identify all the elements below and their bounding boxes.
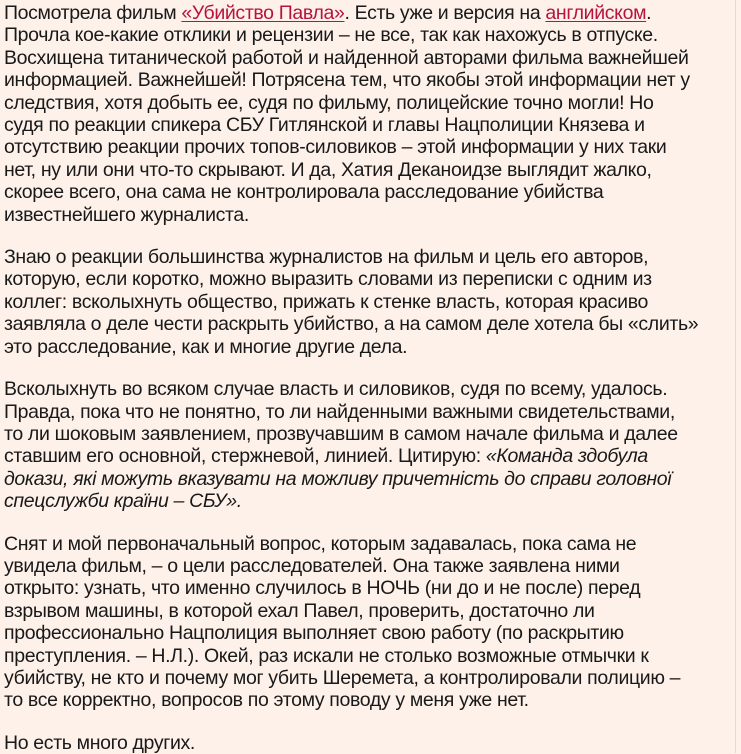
- paragraph-2: [4, 246, 735, 358]
- text-line: судя по реакции спикера СБУ Гитлянской и главы Нацполиции Князева и: [4, 114, 645, 137]
- text-line: скорее всего, она сама не контролировала расследование убийства: [4, 181, 604, 204]
- text-line: нет, ну или они что-то скрывают. И да, Хатия Деканоидзе выглядит жалко,: [4, 158, 652, 181]
- paragraph-4: [4, 533, 735, 712]
- text-line: это расследование, как и многие другие дела.: [4, 335, 408, 358]
- english-version-link[interactable]: английском: [545, 2, 647, 24]
- text-line: Восхищена титанической работой и найденной авторами фильма важнейшей: [4, 46, 689, 69]
- text-segment: .: [646, 2, 652, 24]
- text-line: известнейшего журналиста.: [4, 203, 249, 226]
- film-title-link[interactable]: «Убийство Павла»: [181, 2, 345, 24]
- paragraph-5: [4, 732, 735, 754]
- text-line: Всколыхнуть во всяком случае власть и силовиков, судя по всему, удалось.: [4, 378, 668, 401]
- text-line: увидела фильм, – о цели расследователей. Она также заявлена ними: [4, 554, 620, 577]
- text-line: Снят и мой первоначальный вопрос, которым задавалась, пока сама не: [4, 532, 637, 555]
- text-segment: ставшим его основной, стержневой, линией. Цитирую:: [4, 445, 486, 468]
- text-line: то ли шоковым заявлением, прозвучавшим в самом начале фильма и далее: [4, 422, 678, 445]
- text-line: убийству, не кто и почему мог убить Шеремета, а контролировали полицию –: [4, 666, 681, 689]
- quote-text: спецслужби країни – СБУ».: [4, 490, 242, 513]
- text-line: Но есть много других.: [4, 731, 195, 754]
- paragraph-1: [4, 2, 735, 226]
- paragraph-3: [4, 378, 735, 512]
- column-divider: [735, 0, 736, 753]
- text-line: то все корректно, вопросов по этому поводу у меня уже нет.: [4, 689, 529, 712]
- text-line: заявляла о деле чести раскрыть убийство, а на самом деле хотела бы «слить»: [4, 313, 699, 336]
- text-line: коллег: всколыхнуть общество, прижать к стенке власть, которая красиво: [4, 290, 648, 313]
- text-line: взрывом машины, в которой ехал Павел, проверить, достаточно ли: [4, 599, 595, 622]
- quote-text: докази, які можуть вказувати на можливу причетність до справи головної: [4, 467, 672, 490]
- text-line: отсутствию реакции прочих топов-силовиков – этой информации у них таки: [4, 136, 667, 159]
- text-segment: . Есть уже и версия на: [344, 2, 546, 24]
- text-segment: Посмотрела фильм: [4, 2, 182, 24]
- text-line: следствия, хотя добыть ее, судя по фильму, полицейские точно могли! Но: [4, 91, 654, 114]
- text-line: открыто: узнать, что именно случилось в НОЧЬ (ни до и не после) перед: [4, 577, 641, 600]
- text-line: [4, 2, 651, 24]
- text-line: Прочла кое-какие отклики и рецензии – не все, так как нахожусь в отпуске.: [4, 24, 658, 47]
- text-line: Знаю о реакции большинства журналистов на фильм и цель его авторов,: [4, 246, 649, 269]
- text-line: информацией. Важнейшей! Потрясена тем, что якобы этой информации нет у: [4, 69, 690, 92]
- text-line: профессионально Нацполиция выполняет свою работу (по раскрытию: [4, 622, 624, 645]
- text-line: преступления. – Н.Л.). Окей, раз искали не столько возможные отмычки к: [4, 644, 649, 667]
- text-line: [4, 445, 648, 467]
- text-line: которую, если коротко, можно выразить словами из переписки с одним из: [4, 268, 652, 291]
- text-line: Правда, пока что не понятно, то ли найденными важными свидетельствами,: [4, 400, 675, 423]
- quote-text: «Команда здобула: [485, 445, 648, 468]
